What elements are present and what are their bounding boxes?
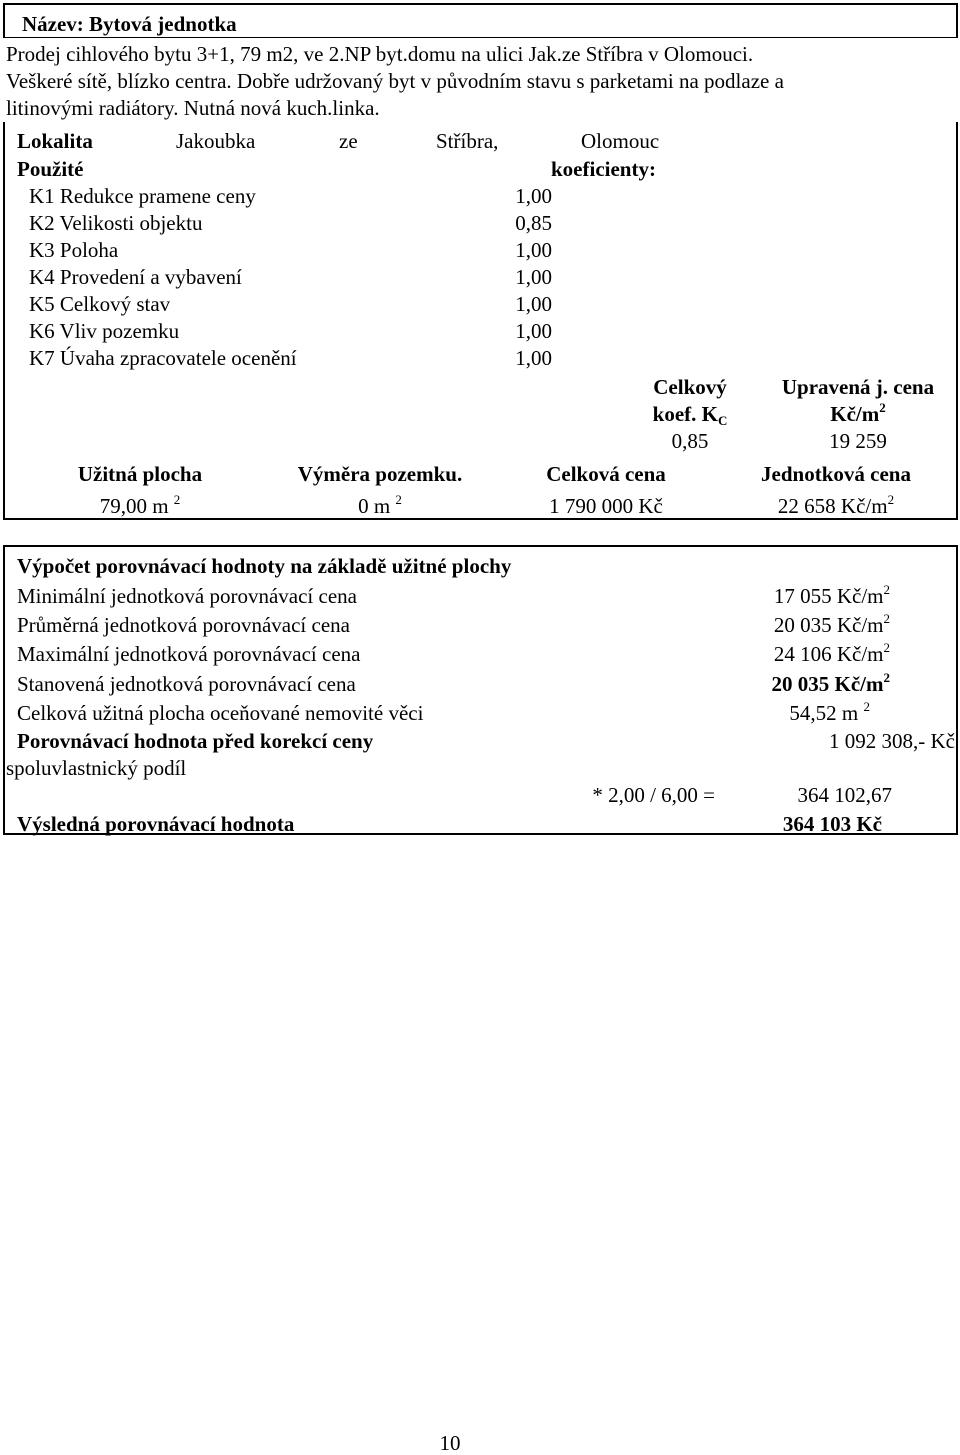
description-line-3: litinovými radiátory. Nutná nová kuch.linka.: [6, 96, 380, 120]
coef-label: K4 Provedení a vybavení: [29, 265, 242, 289]
coef-value: 1,00: [515, 346, 552, 370]
value-unit-price: 22 658 $Kč/m^2$: [777, 492, 895, 518]
coefficients-heading: koeficienty:: [551, 157, 656, 181]
location-word-3: Stříbra,: [436, 129, 499, 153]
coef-value: 1,00: [515, 238, 552, 262]
value-total-price: 1 790 000 Kč: [549, 494, 663, 518]
document-title: Název: Bytová jednotka: [22, 12, 237, 36]
adjusted-price-value: 19 259: [829, 429, 887, 453]
header-land-area: Výměra pozemku.: [297, 462, 463, 486]
calc-row-label: Průměrná jednotková porovnávací cena: [17, 613, 350, 637]
location-word-4: Olomouc: [581, 129, 660, 153]
adjusted-price-label-1: Upravená j. cena: [781, 375, 935, 399]
header-usable-area: Užitná plocha: [77, 462, 203, 486]
pre-correction-value: 1 092 308,- Kč: [829, 729, 955, 753]
calc-row-label: Celková užitná plocha oceňované nemovité věci: [17, 701, 424, 725]
box-top-border: [3, 3, 958, 5]
coef-value: 0,85: [515, 211, 552, 235]
value-usable-area: 79,00 m $^2$: [99, 492, 181, 518]
header-total-price: Celková cena: [546, 462, 666, 486]
coef-value: 1,00: [515, 319, 552, 343]
coef-value: 1,00: [515, 265, 552, 289]
total-coef-value: 0,85: [671, 429, 709, 453]
page-number: 10: [439, 1431, 461, 1455]
total-coef-label-1: Celkový: [653, 375, 727, 399]
calc-top-border: [3, 545, 958, 547]
adjusted-price-label-2: $Kč/m^2$: [830, 400, 886, 426]
coef-label: K7 Úvaha zpracovatele ocenění: [29, 346, 297, 370]
calc-right-border: [956, 545, 958, 835]
coef-label: K1 Redukce pramene ceny: [29, 184, 256, 208]
share-label: spoluvlastnický podíl: [6, 756, 187, 780]
box-right-border: [956, 3, 958, 38]
calc-row-label: Maximální jednotková porovnávací cena: [17, 642, 361, 666]
coef-value: 1,00: [515, 184, 552, 208]
location-word-1: Jakoubka: [176, 129, 256, 153]
coef-label: K2 Velikosti objektu: [29, 211, 203, 235]
location-label: Lokalita: [17, 129, 93, 153]
calc-row-value: 54,52 m $^2$: [789, 699, 870, 725]
calc-left-border: [3, 545, 5, 835]
box-bottom-border: [3, 518, 958, 520]
used-label: Použité: [17, 157, 84, 181]
pre-correction-label: Porovnávací hodnota před korekcí ceny: [17, 729, 374, 753]
coef-label: K3 Poloha: [29, 238, 119, 262]
description-line-2: Veškeré sítě, blízko centra. Dobře udržovaný byt v původním stavu s parketami na podlaze a: [6, 69, 784, 93]
calc-row-value: 20 035 $Kč/m^2$: [771, 670, 890, 696]
inner-right-border: [956, 122, 958, 520]
header-unit-price: Jednotková cena: [761, 462, 911, 486]
coef-value: 1,00: [515, 292, 552, 316]
calc-title: Výpočet porovnávací hodnoty na základě užitné plochy: [17, 554, 512, 578]
calc-row-label: Stanovená jednotková porovnávací cena: [17, 672, 356, 696]
calc-row-value: 24 106 $Kč/m^2$: [773, 640, 890, 666]
value-land-area: 0 m $^2$: [358, 492, 402, 518]
total-coef-label-2: koef. $K_C$: [652, 402, 728, 428]
result-value: 364 103 Kč: [782, 812, 882, 836]
description-line-1: Prodej cihlového bytu 3+1, 79 m2, ve 2.NP byt.domu na ulici Jak.ze Stříbra v Olomouci.: [6, 42, 754, 66]
share-value: 364 102,67: [797, 783, 892, 807]
location-word-2: ze: [339, 129, 358, 153]
inner-left-border: [3, 122, 5, 520]
calc-row-label: Minimální jednotková porovnávací cena: [17, 584, 357, 608]
share-formula: * 2,00 / 6,00 =: [592, 783, 715, 807]
coef-label: K5 Celkový stav: [29, 292, 171, 316]
calc-row-value: 17 055 $Kč/m^2$: [773, 582, 890, 608]
coef-label: K6 Vliv pozemku: [29, 319, 180, 343]
result-label: Výsledná porovnávací hodnota: [17, 812, 295, 836]
box-left-border: [3, 3, 5, 38]
calc-row-value: 20 035 $Kč/m^2$: [773, 611, 890, 637]
box-title-divider: [3, 37, 958, 38]
